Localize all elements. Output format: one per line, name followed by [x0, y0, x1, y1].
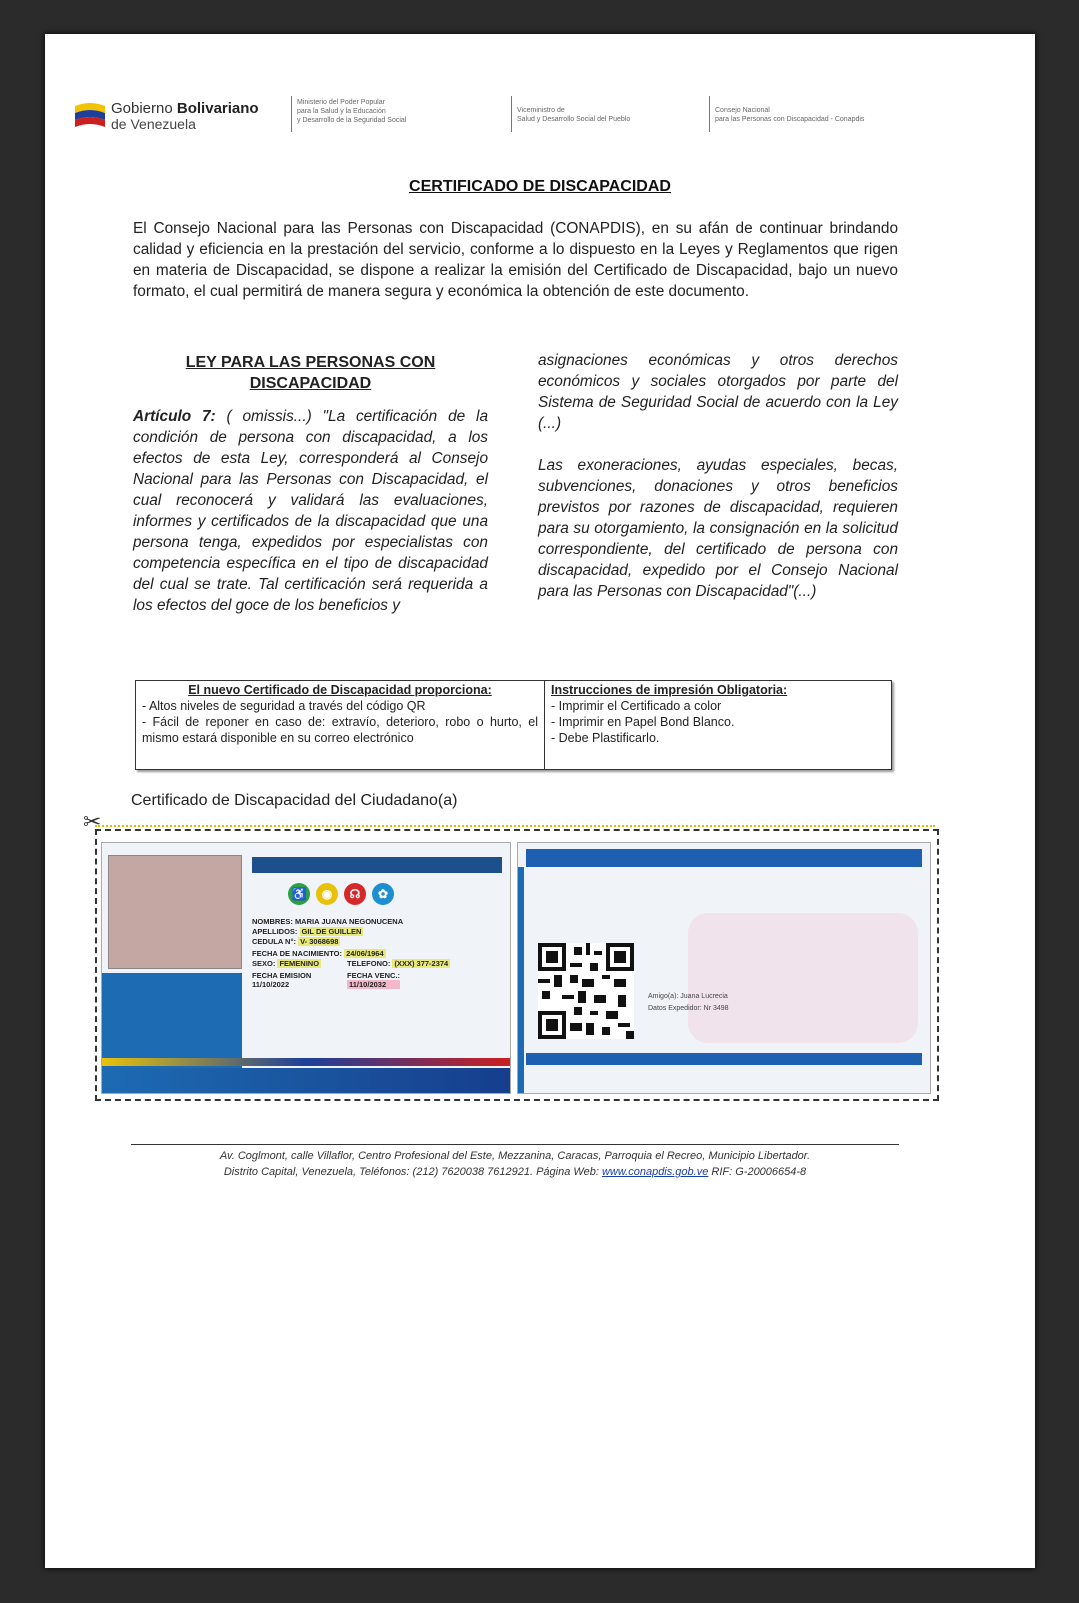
benefits-title: El nuevo Certificado de Discapacidad proporciona: — [188, 683, 492, 697]
instructions-cell — [545, 681, 793, 769]
scissors-icon: ✂ — [83, 809, 102, 834]
header-conapdis: Consejo Nacional para las Personas con Discapacidad - Conapdis — [715, 107, 865, 123]
front-header-bar — [252, 857, 502, 873]
gov-country: de Venezuela — [111, 116, 196, 132]
header-divider — [511, 96, 512, 132]
right-paragraph-1: asignaciones económicas y otros derechos económicos y sociales otorgados por parte del Sistema de Seguridad Social de acuerdo con la Ley (...) — [538, 352, 898, 432]
citizen-photo — [108, 855, 242, 969]
right-paragraph-2: Las exoneraciones, ayudas especiales, becas, subvenciones, donaciones y otros beneficios previstos por razones de discapacidad, requieren para su otorgamiento, la consignación en la solicitud correspondiente, del certificado de persona con discapacidad, expedido por el Consejo Nacional para las Personas con Discapacidad"(...) — [538, 457, 898, 600]
header-viceministry: Viceministro de Salud y Desarrollo Social del Pueblo — [517, 107, 631, 123]
field-apellidos: APELLIDOS: GIL DE GUILLEN — [252, 927, 362, 936]
field-sexo: SEXO: FEMENINO — [252, 959, 320, 968]
benefit-item: - Altos niveles de seguridad a través del código QR — [142, 699, 426, 713]
law-column-right — [538, 350, 898, 623]
benefit-item: - Fácil de reponer en caso de: extravío, deterioro, robo o hurto, el mismo estará disponible en su correo electrónico — [142, 715, 538, 745]
venezuela-flag-logo — [73, 100, 107, 130]
certificate-front — [101, 842, 511, 1094]
field-vence: FECHA VENC.: 11/10/2032 — [347, 971, 401, 989]
instruction-item: - Debe Plastificarlo. — [551, 731, 660, 745]
law-column-left — [133, 352, 488, 616]
venezuela-map-watermark — [688, 913, 918, 1043]
document-title: CERTIFICADO DE DISCAPACIDAD — [409, 178, 671, 195]
qr-code — [538, 943, 634, 1039]
info-table — [135, 680, 892, 770]
field-telefono: TELEFONO: (XXX) 377-2374 — [347, 959, 449, 968]
back-side-bar — [518, 867, 524, 1093]
disability-icons — [288, 883, 394, 905]
gov-name: Gobierno Bolivariano — [111, 100, 259, 117]
back-header-bar — [526, 849, 922, 867]
header-ministry: Ministerio del Poder Popular para la Salud y la Educación y Desarrollo de la Seguridad Social — [297, 99, 407, 124]
field-emision: FECHA EMISION 11/10/2022 — [252, 971, 312, 989]
field-cedula: CEDULA N°: V- 3068698 — [252, 937, 339, 946]
benefits-cell — [136, 681, 545, 769]
front-footer-band — [102, 1068, 510, 1093]
header-divider — [291, 96, 292, 132]
instruction-item: - Imprimir el Certificado a color — [551, 699, 722, 713]
document-page — [45, 34, 1035, 1568]
back-footer-band — [526, 1053, 922, 1065]
certificate-label: Certificado de Discapacidad del Ciudadano(a) — [131, 792, 458, 809]
footer-divider — [131, 1144, 899, 1145]
hearing-disability-icon: ☊ — [344, 883, 366, 905]
cut-line-top — [95, 825, 935, 827]
instructions-title: Instrucciones de impresión Obligatoria: — [551, 683, 788, 697]
field-nombres: NOMBRES: MARIA JUANA NEGONUCENA — [252, 917, 404, 926]
visual-disability-icon: ◉ — [316, 883, 338, 905]
front-flag-stripe — [102, 1058, 510, 1066]
back-line-2: Datos Expedidor: Nr 3498 — [648, 1005, 729, 1012]
intro-paragraph: El Consejo Nacional para las Personas con Discapacidad (CONAPDIS), en su afán de continuar brindando calidad y eficiencia en la prestación del servicio, conforme a lo dispuesto en la Leyes y Reglamentos que rigen en materia de Discapacidad, se dispone a realizar la emisión del Certificado de Discapacidad, bajo un nuevo formato, el cual permitirá de manera segura y económica la obtención de este documento. — [133, 220, 898, 300]
intellectual-disability-icon: ✿ — [372, 883, 394, 905]
field-nacimiento: FECHA DE NACIMIENTO: 24/06/1964 — [252, 949, 384, 958]
article-7: Artículo 7: ( omissis...) "La certificación de la condición de persona con discapacidad, a los efectos de esta Ley, corresponderá al Consejo Nacional para las Personas con Discapacidad, el cual reconocerá y validará las evaluaciones, informes y certificados de la discapacidad que una persona tenga, expedidos por especialistas con competencia específica en el tipo de discapacidad del cual se trate. Tal certificación será requerida a los efectos del goce de los beneficios y — [133, 408, 488, 614]
back-line-1: Amigo(a): Juana Lucrecia — [648, 993, 728, 1000]
footer-address: Av. Coglmont, calle Villaflor, Centro Profesional del Este, Mezzanina, Caracas, Parroquia el Recreo, Municipio Libertador. Distrito Capital, Venezuela, Teléfonos: (212) 7620038 7612921. Página Web: www.conapdis.gob.ve RIF: G-20006654-8 — [219, 1150, 811, 1178]
law-title: LEY PARA LAS PERSONAS CON DISCAPACIDAD — [185, 354, 436, 392]
physical-disability-icon: ♿ — [288, 883, 310, 905]
letterhead — [73, 96, 1013, 138]
header-divider — [709, 96, 710, 132]
instruction-item: - Imprimir en Papel Bond Blanco. — [551, 715, 735, 729]
website-link[interactable]: www.conapdis.gob.ve — [601, 1166, 709, 1178]
certificate-back — [517, 842, 931, 1094]
